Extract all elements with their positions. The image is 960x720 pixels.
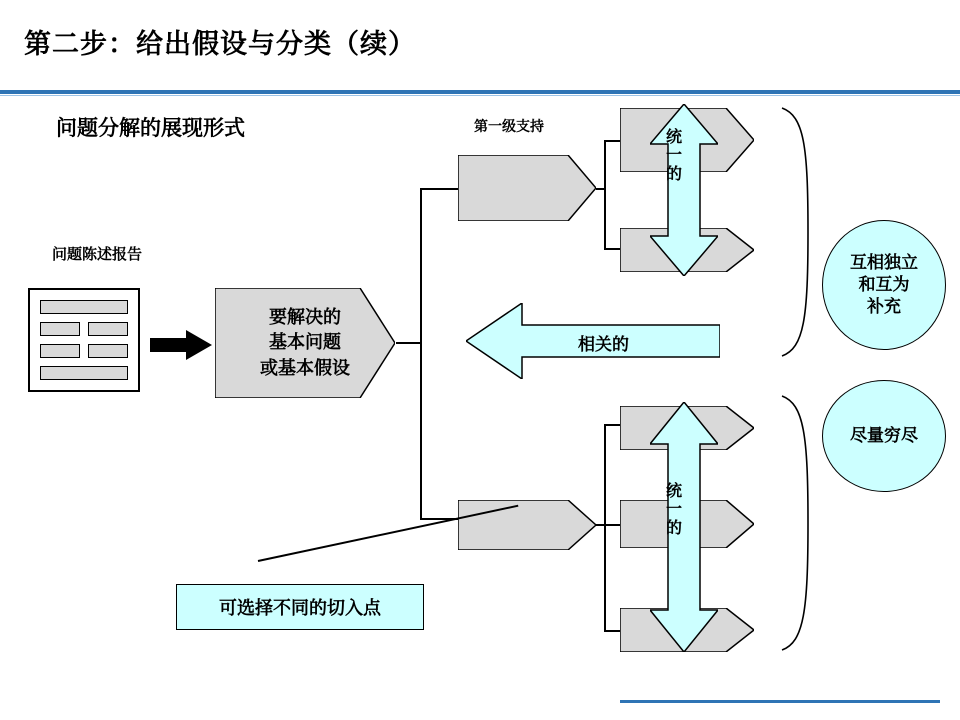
curly-brace-icon-bottom [778, 394, 814, 652]
connector-core-vertical [420, 188, 422, 518]
core-problem-box [215, 288, 395, 398]
core-problem-line-1: 要解决的 [269, 306, 341, 328]
connector-core-stub [396, 342, 422, 344]
branch-top-shape [458, 155, 596, 221]
document-icon [28, 288, 140, 392]
core-problem-line-3: 或基本假设 [260, 357, 350, 379]
ellipse-exhaustive: 尽量穷尽 [822, 380, 946, 492]
ellipse-top-line-1: 互相独立 [850, 252, 918, 273]
related-arrow-label: 相关的 [578, 335, 629, 355]
callout-entry-point: 可选择不同的切入点 [176, 584, 424, 630]
title-divider-secondary [0, 95, 960, 96]
unify-label-bottom [661, 482, 687, 537]
unify-char-bottom-3: 的 [665, 517, 682, 537]
connector-bottom-group-vertical [604, 424, 606, 632]
ellipse-top-line-3: 补充 [867, 297, 901, 318]
connector-top-group-stub [596, 188, 606, 190]
right-arrow-icon [150, 330, 212, 360]
unify-char-bottom-2: 一 [665, 499, 682, 519]
ellipse-top-line-2: 和互为 [858, 274, 910, 295]
connector-branch-top [420, 188, 460, 190]
document-label: 问题陈述报告 [52, 245, 143, 263]
unify-char-top-3: 的 [665, 163, 682, 183]
footer-divider [620, 700, 940, 703]
connector-top-group-vertical [604, 140, 606, 250]
curly-brace-icon-top [778, 106, 814, 358]
section-heading: 问题分解的展现形式 [56, 116, 245, 140]
unify-label-top [661, 128, 687, 183]
unify-char-top-1: 统 [665, 127, 682, 146]
title-divider [0, 90, 960, 94]
level1-support-label: 第一级支持 [474, 119, 544, 135]
page-title: 第二步：给出假设与分类（续） [24, 29, 416, 60]
unify-char-bottom-1: 统 [665, 481, 682, 500]
core-problem-line-2: 基本问题 [269, 332, 341, 354]
branch-bottom-shape [458, 500, 596, 550]
ellipse-independent [822, 220, 946, 350]
unify-char-top-2: 一 [665, 145, 682, 165]
